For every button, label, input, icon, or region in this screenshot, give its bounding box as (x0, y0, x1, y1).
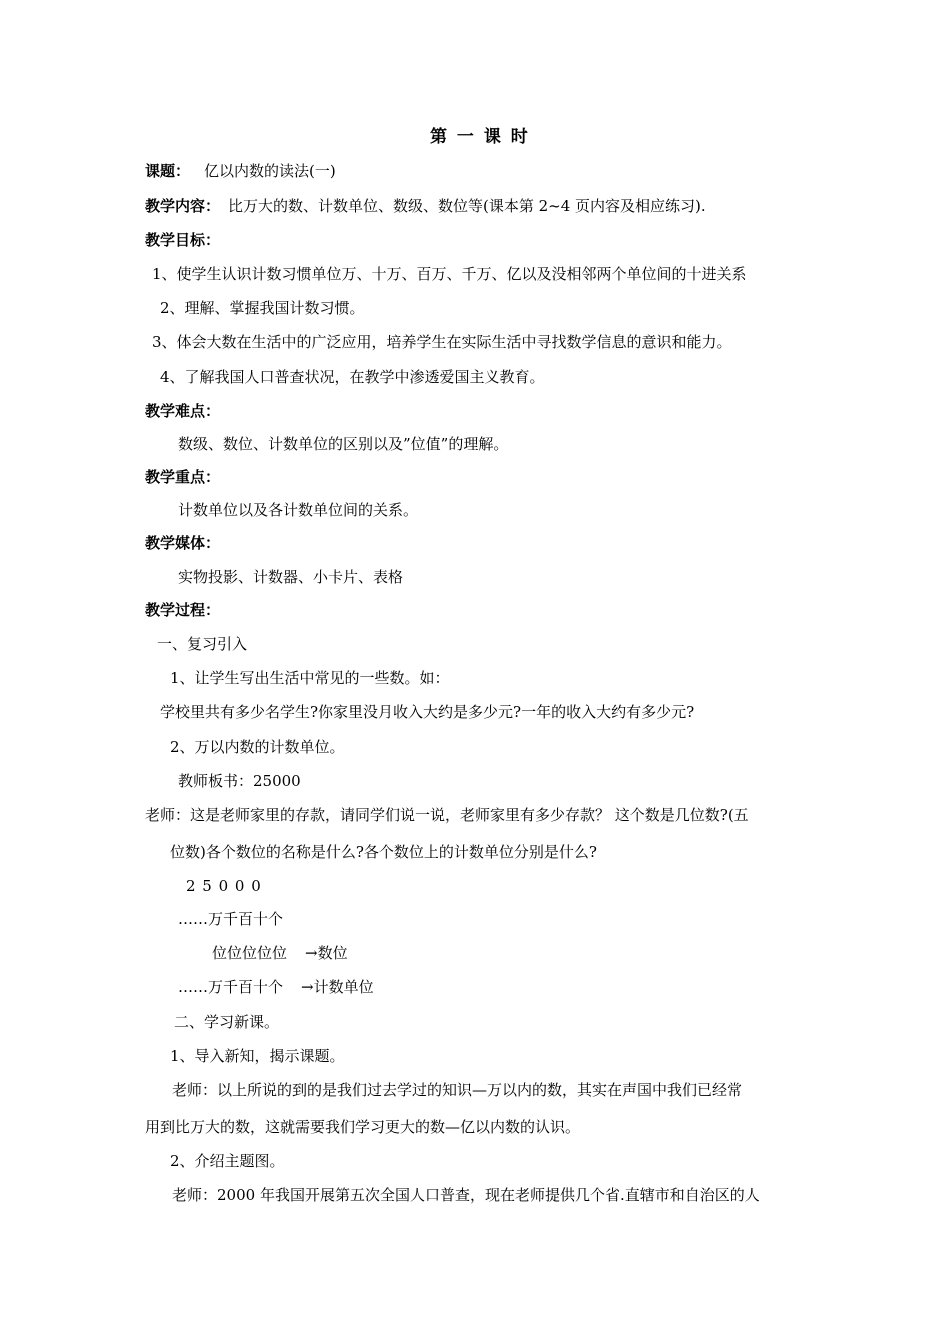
process-line: 用到比万大的数，这就需要我们学习更大的数—亿以内数的认识。 (145, 1118, 581, 1136)
objective-item-1: 1、使学生认识计数习惯单位万、十万、百万、千万、亿以及没相邻两个单位间的十进关系 (152, 265, 747, 283)
objective-item-2: 2、理解、掌握我国计数习惯。 (160, 299, 365, 317)
process-line: 1、导入新知，揭示课题。 (170, 1047, 345, 1065)
process-line: 2、万以内数的计数单位。 (170, 738, 345, 756)
process-line: 老师：以上所说的到的是我们过去学过的知识—万以内的数，其实在声国中我们已经常 (172, 1081, 743, 1099)
media-value: 实物投影、计数器、小卡片、表格 (178, 568, 404, 586)
process-line: 1、让学生写出生活中常见的一些数。如： (170, 669, 450, 687)
media-label: 教学媒体： (145, 534, 221, 552)
counting-arrow-label: →计数单位 (301, 978, 374, 996)
process-line: 老师：这是老师家里的存款，请同学们说一说，老师家里有多少存款？ 这个数是几位数?(五 (145, 806, 749, 824)
counting-units-text: ……万千百十个 (178, 978, 284, 996)
page-title: 第 一 课 时 (430, 127, 530, 147)
topic-line (145, 161, 336, 181)
objective-item-4: 4、了解我国人口普查状况，在教学中渗透爱国主义教育。 (160, 368, 545, 386)
objective-item-3: 3、体会大数在生活中的广泛应用，培养学生在实际生活中寻找数学信息的意识和能力。 (152, 333, 732, 351)
topic-value: 亿以内数的读法(一) (204, 162, 336, 180)
board-counting-row (178, 977, 374, 997)
process-line: 学校里共有多少名学生?你家里没月收入大约是多少元?一年的收入大约有多少元? (160, 703, 695, 721)
positions-text: 位位位位位 (212, 944, 288, 962)
process-line: 2、介绍主题图。 (170, 1152, 285, 1170)
content-value: 比万大的数、计数单位、数级、数位等(课本第 2~4 页内容及相应练习). (228, 197, 706, 215)
topic-label: 课题： (145, 162, 191, 180)
process-line: 一、复习引入 (157, 635, 248, 653)
difficulty-label: 教学难点： (145, 402, 221, 420)
content-line (145, 196, 706, 216)
process-line: 二、学习新课。 (174, 1013, 280, 1031)
board-positions-row (212, 943, 348, 963)
board-units-row: ……万千百十个 (178, 910, 284, 928)
process-label: 教学过程： (145, 601, 221, 619)
board-number: 2 5 0 0 0 (186, 877, 262, 895)
process-line: 教师板书：25000 (178, 772, 301, 790)
content-label: 教学内容： (145, 197, 221, 215)
key-point-label: 教学重点： (145, 468, 221, 486)
objectives-label: 教学目标： (145, 231, 221, 249)
process-line: 老师：2000 年我国开展第五次全国人口普查，现在老师提供几个省.直辖市和自治区的人 (172, 1186, 760, 1204)
difficulty-value: 数级、数位、计数单位的区别以及”位值”的理解。 (178, 435, 509, 453)
process-line: 位数)各个数位的名称是什么?各个数位上的计数单位分别是什么? (170, 843, 597, 861)
position-arrow-label: →数位 (305, 944, 348, 962)
key-point-value: 计数单位以及各计数单位间的关系。 (178, 501, 419, 519)
